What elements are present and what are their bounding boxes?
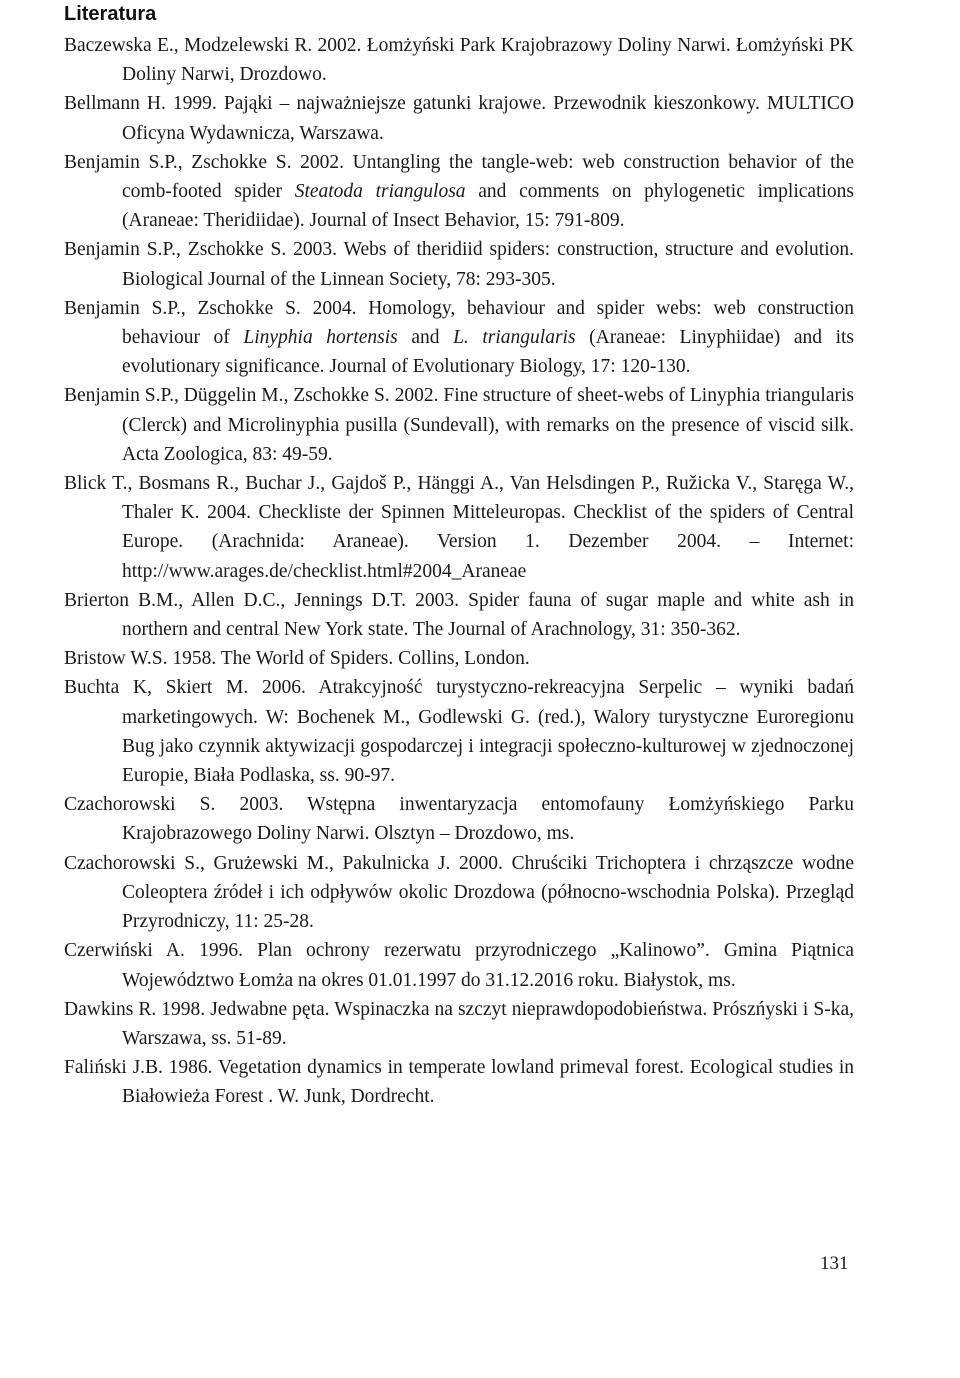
reference-entry (64, 235, 854, 293)
reference-entry (64, 89, 854, 147)
reference-list (64, 31, 854, 1112)
reference-text: Faliński J.B. 1986. Vegetation dynamics in temperate lowland primeval forest. Ecological studies in Białowieża Forest . W. Junk, Dordrecht. (64, 1057, 854, 1108)
reference-entry (64, 586, 854, 644)
reference-entry (64, 1053, 854, 1111)
section-heading: Literatura (64, 3, 157, 25)
reference-entry (64, 31, 854, 89)
reference-entry (64, 469, 854, 586)
reference-entry (64, 790, 854, 848)
reference-entry (64, 849, 854, 937)
reference-entry (64, 381, 854, 469)
reference-entry (64, 644, 854, 673)
reference-text: Bellmann H. 1999. Pająki – najważniejsze gatunki krajowe. Przewodnik kieszonkowy. MULTICO Oficyna Wydawnicza, Warszawa. (64, 93, 854, 144)
reference-text: Baczewska E., Modzelewski R. 2002. Łomżyński Park Krajobrazowy Doliny Narwi. Łomżyński PK Doliny Narwi, Drozdowo. (64, 35, 854, 86)
reference-text: Benjamin S.P., Düggelin M., Zschokke S. 2002. Fine structure of sheet-webs of Linyphia triangularis (Clerck) and Microlinyphia pusilla (Sundevall), with remarks on the presence of viscid silk. Acta Zoologica, 83: 49-59. (64, 385, 854, 465)
reference-text: Blick T., Bosmans R., Buchar J., Gajdoš P., Hänggi A., Van Helsdingen P., Ružicka V., Staręga W., Thaler K. 2004. Checkliste der Spinnen Mitteleuropas. Checklist of the spiders of Central Europe. (Arachnida: Araneae). Version 1. Dezember 2004. – Internet: http://www.arages.de/checklist.html#2004_Araneae (64, 473, 854, 582)
species-name: L. triangularis (453, 327, 576, 349)
reference-text: Brierton B.M., Allen D.C., Jennings D.T. 2003. Spider fauna of sugar maple and white ash in northern and central New York state. The Journal of Arachnology, 31: 350-362. (64, 589, 854, 641)
reference-entry (64, 294, 854, 382)
reference-text: Benjamin S.P., Zschokke S. 2002. Untangling the tangle-web: web construction behavior of the comb-footed spider (64, 151, 854, 203)
reference-text: Benjamin S.P., Zschokke S. 2003. Webs of theridiid spiders: construction, structure and evolution. Biological Journal of the Linnean Society, 78: 293-305. (64, 239, 854, 290)
reference-entry (64, 936, 854, 994)
page-number: 131 (820, 1253, 849, 1274)
species-name: Steatoda triangulosa (294, 181, 466, 203)
reference-text: Dawkins R. 1998. Jedwabne pęta. Wspinaczka na szczyt nieprawdopodobieństwa. Prószńyski i S-ka, Warszawa, ss. 51-89. (64, 998, 854, 1049)
reference-text: and (397, 327, 454, 349)
reference-text: Czerwiński A. 1996. Plan ochrony rezerwatu przyrodniczego „Kalinowo”. Gmina Piątnica Województwo Łomża na okres 01.01.1997 do 31.12.2016 roku. Białystok, ms. (64, 940, 854, 991)
reference-text: and comments on phylogenetic implications (Araneae: Theridiidae). Journal of Insect Behavior, 15: 791-809. (122, 181, 854, 232)
reference-text: Czachorowski S., Grużewski M., Pakulnicka J. 2000. Chruściki Trichoptera i chrząszcze wodne Coleoptera źródeł i ich odpływów okolic Drozdowa (północno-wschodnia Polska). Przegląd Przyrodniczy, 11: 25-28. (64, 852, 854, 933)
reference-text: Czachorowski S. 2003. Wstępna inwentaryzacja entomofauny Łomżyńskiego Parku Krajobrazowego Doliny Narwi. Olsztyn – Drozdowo, ms. (64, 794, 854, 845)
reference-entry (64, 673, 854, 790)
reference-entry (64, 995, 854, 1053)
reference-text: Buchta K, Skiert M. 2006. Atrakcyjność turystyczno-rekreacyjna Serpelic – wyniki badań marketingowych. W: Bochenek M., Godlewski G. (red.), Walory turystyczne Euroregionu Bug jako czynnik aktywizacji gospodarczej i integracji społeczno-kulturowej w zjednoczonej Europie, Biała Podlaska, ss. 90-97. (64, 677, 854, 787)
reference-text: (Araneae: Linyphiidae) and its evolutionary significance. Journal of Evolutionary Biology, 17: 120-130. (122, 327, 854, 378)
reference-text: Benjamin S.P., Zschokke S. 2004. Homology, behaviour and spider webs: web construction behaviour of (64, 297, 854, 349)
species-name: Linyphia hortensis (243, 327, 398, 349)
reference-text: Bristow W.S. 1958. The World of Spiders. Collins, London. (64, 648, 530, 670)
reference-entry (64, 148, 854, 236)
